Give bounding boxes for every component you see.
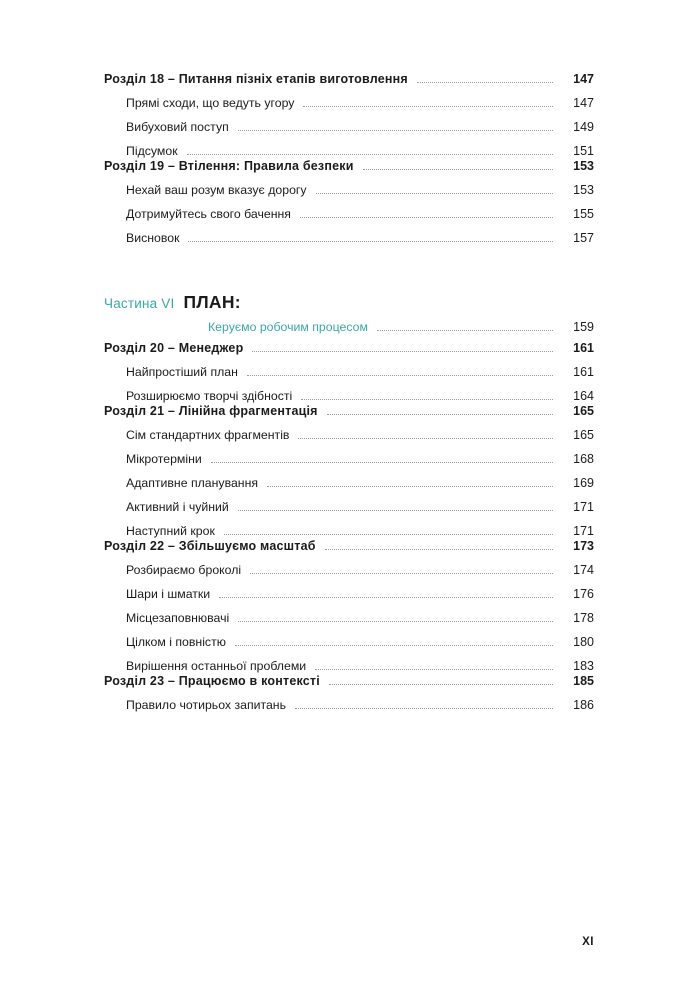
toc-section-page: 155 xyxy=(573,207,594,221)
toc-section-page: 151 xyxy=(573,144,594,158)
toc-section-title: Місцезаповнювачі xyxy=(126,611,230,625)
leader-dots xyxy=(224,533,553,535)
toc-section-title: Наступний крок xyxy=(126,524,215,538)
toc-chapter-page: 161 xyxy=(573,341,594,355)
leader-dots xyxy=(211,461,553,463)
leader-dots xyxy=(219,596,553,598)
toc-section-page: 168 xyxy=(573,452,594,466)
toc-part-subtitle: Керуємо робочим процесом xyxy=(208,320,368,334)
toc-chapter-page: 173 xyxy=(573,539,594,553)
toc-section-page: 178 xyxy=(573,611,594,625)
leader-dots xyxy=(238,509,553,511)
leader-dots xyxy=(235,644,553,646)
toc-section-page: 153 xyxy=(573,183,594,197)
table-of-contents xyxy=(104,72,594,713)
toc-chapter-title: Розділ 20 – Менеджер xyxy=(104,341,244,355)
toc-section-title: Шари і шматки xyxy=(126,587,211,601)
leader-dots xyxy=(298,437,553,439)
toc-section-page: 176 xyxy=(573,587,594,601)
toc-section-entry[interactable] xyxy=(104,231,594,246)
toc-chapter-title: Розділ 19 – Втілення: Правила безпеки xyxy=(104,159,354,173)
toc-chapter-block xyxy=(104,539,594,674)
toc-chapter-entry[interactable] xyxy=(104,404,594,419)
leader-dots xyxy=(247,374,553,376)
toc-section-entry[interactable] xyxy=(104,96,594,111)
toc-section-title: Висновок xyxy=(126,231,180,245)
toc-chapter-entry[interactable] xyxy=(104,674,594,689)
toc-chapter-page: 165 xyxy=(573,404,594,418)
toc-section-title: Активний і чуйний xyxy=(126,500,229,514)
toc-section-entry[interactable] xyxy=(104,635,594,650)
toc-section-entry[interactable] xyxy=(104,183,594,198)
toc-section-entry[interactable] xyxy=(104,144,594,159)
leader-dots xyxy=(327,413,553,415)
leader-dots xyxy=(325,548,553,550)
toc-section-page: 149 xyxy=(573,120,594,134)
toc-chapter-title: Розділ 21 – Лінійна фрагментація xyxy=(104,404,318,418)
leader-dots xyxy=(250,572,553,574)
toc-section-title: Мікротерміни xyxy=(126,452,202,466)
toc-section-title: Найпростіший план xyxy=(126,365,238,379)
toc-chapter-title: Розділ 18 – Питання пізніх етапів виготовлення xyxy=(104,72,408,86)
toc-chapter-entry[interactable] xyxy=(104,72,594,87)
toc-section-title: Нехай ваш розум вказує дорогу xyxy=(126,183,307,197)
toc-section-entry[interactable] xyxy=(104,587,594,602)
leader-dots xyxy=(300,216,553,218)
toc-section-page: 164 xyxy=(573,389,594,403)
toc-section-page: 183 xyxy=(573,659,594,673)
toc-section-page: 147 xyxy=(573,96,594,110)
toc-section-page: 171 xyxy=(573,500,594,514)
toc-section-entry[interactable] xyxy=(104,524,594,539)
leader-dots xyxy=(295,707,553,709)
leader-dots xyxy=(187,153,553,155)
toc-section-entry[interactable] xyxy=(104,500,594,515)
toc-section-title: Розбираємо броколі xyxy=(126,563,242,577)
toc-part-subtitle-entry[interactable] xyxy=(104,320,594,335)
toc-section-entry[interactable] xyxy=(104,563,594,578)
leader-dots xyxy=(267,485,553,487)
toc-section-title: Дотримуйтесь свого бачення xyxy=(126,207,291,221)
toc-chapter-entry[interactable] xyxy=(104,341,594,356)
toc-section-entry[interactable] xyxy=(104,120,594,135)
toc-section-page: 161 xyxy=(573,365,594,379)
toc-chapter-entry[interactable] xyxy=(104,159,594,174)
leader-dots xyxy=(316,192,553,194)
toc-chapter-entry[interactable] xyxy=(104,539,594,554)
page-folio: XI xyxy=(582,936,594,948)
toc-section-page: 165 xyxy=(573,428,594,442)
toc-section-page: 186 xyxy=(573,698,594,712)
toc-chapter-block xyxy=(104,72,594,159)
toc-section-page: 171 xyxy=(573,524,594,538)
toc-chapter-page: 153 xyxy=(573,159,594,173)
toc-section-entry[interactable] xyxy=(104,698,594,713)
toc-section-entry[interactable] xyxy=(104,659,594,674)
toc-section-title: Вибуховий поступ xyxy=(126,120,229,134)
toc-chapter-page: 147 xyxy=(573,72,594,86)
toc-chapter-title: Розділ 22 – Збільшуємо масштаб xyxy=(104,539,316,553)
leader-dots xyxy=(315,668,553,670)
toc-section-entry[interactable] xyxy=(104,365,594,380)
toc-section-title: Адаптивне планування xyxy=(126,476,259,490)
leader-dots xyxy=(363,168,553,170)
leader-dots xyxy=(377,329,553,331)
toc-section-title: Вирішення останньої проблеми xyxy=(126,659,307,673)
toc-section-page: 180 xyxy=(573,635,594,649)
toc-section-entry[interactable] xyxy=(104,389,594,404)
toc-section-entry[interactable] xyxy=(104,207,594,222)
toc-section-page: 157 xyxy=(573,231,594,245)
toc-section-title: Розширюємо творчі здібності xyxy=(126,389,293,403)
leader-dots xyxy=(303,105,553,107)
toc-section-title: Правило чотирьох запитань xyxy=(126,698,287,712)
toc-chapter-block xyxy=(104,404,594,539)
toc-section-entry[interactable] xyxy=(104,611,594,626)
toc-section-title: Цілком і повністю xyxy=(126,635,226,649)
toc-section-entry[interactable] xyxy=(104,476,594,491)
toc-part-heading[interactable] xyxy=(104,292,594,313)
leader-dots xyxy=(417,81,553,83)
toc-section-entry[interactable] xyxy=(104,428,594,443)
leader-dots xyxy=(238,620,553,622)
toc-part-block xyxy=(104,292,594,335)
toc-chapter-block xyxy=(104,674,594,713)
toc-chapter-title: Розділ 23 – Працюємо в контексті xyxy=(104,674,320,688)
toc-chapter-block xyxy=(104,341,594,404)
toc-part-name: ПЛАН: xyxy=(183,292,241,312)
leader-dots xyxy=(252,350,553,352)
toc-section-page: 169 xyxy=(573,476,594,490)
toc-part-page: 159 xyxy=(573,320,594,334)
toc-section-page: 174 xyxy=(573,563,594,577)
toc-section-entry[interactable] xyxy=(104,452,594,467)
toc-section-title: Підсумок xyxy=(126,144,178,158)
toc-section-title: Прямі сходи, що ведуть угору xyxy=(126,96,295,110)
leader-dots xyxy=(329,683,553,685)
toc-chapter-block xyxy=(104,159,594,246)
leader-dots xyxy=(301,398,553,400)
leader-dots xyxy=(238,129,553,131)
toc-section-title: Сім стандартних фрагментів xyxy=(126,428,290,442)
leader-dots xyxy=(188,240,553,242)
toc-chapter-page: 185 xyxy=(573,674,594,688)
toc-part-label: Частина VI xyxy=(104,296,175,311)
